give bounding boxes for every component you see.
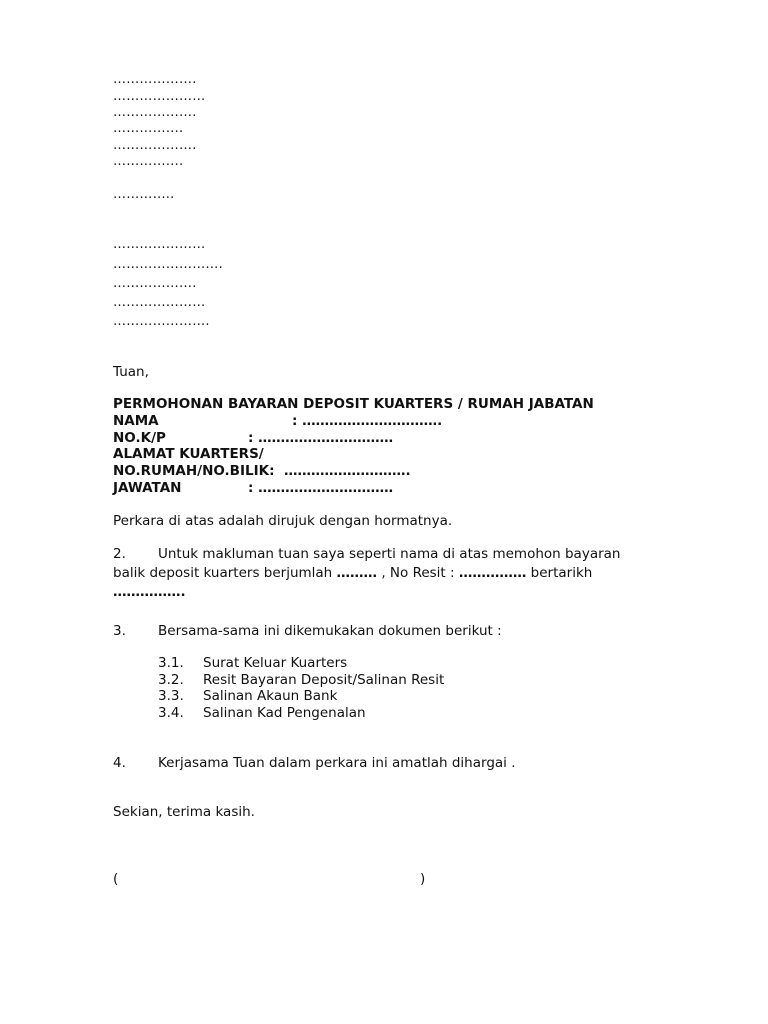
para2-line-2 xyxy=(113,565,592,581)
deposit-amount-field: ……… xyxy=(336,565,378,581)
para4-text: Kerjasama Tuan dalam perkara ini amatlah dihargai . xyxy=(158,755,516,771)
norumah-label: NO.RUMAH/NO.BILIK: xyxy=(113,463,275,479)
para2-line-1: Untuk makluman tuan saya seperti nama di atas memohon bayaran xyxy=(158,546,621,562)
sender-address-line-5: ………………. xyxy=(113,138,197,153)
recipient-address-line-2: ……………………. xyxy=(113,257,223,272)
para2-line2-text-c: bertarikh xyxy=(526,565,593,581)
salutation: Tuan, xyxy=(113,364,149,380)
jawatan-value: : ………………………… xyxy=(248,480,394,496)
recipient-address-line-5: …………………. xyxy=(113,314,210,329)
nama-value: : …………………………. xyxy=(292,413,443,429)
jawatan-label: JAWATAN xyxy=(113,480,182,496)
closing: Sekian, terima kasih. xyxy=(113,804,255,820)
recipient-address-line-4: ………………… xyxy=(113,295,206,310)
sender-address-line-4: ……………. xyxy=(113,121,184,136)
para3-text: Bersama-sama ini dikemukakan dokumen berikut : xyxy=(158,623,502,639)
recipient-address-line-1: ………………… xyxy=(113,237,206,252)
recipient-address-line-3: ………………. xyxy=(113,276,197,291)
nokp-value: : ………………………… xyxy=(248,430,394,446)
list-item-text: Salinan Akaun Bank xyxy=(203,688,338,704)
date-field: ……………. xyxy=(113,584,186,600)
resit-number-field: …………… xyxy=(458,565,527,581)
subject-title: PERMOHONAN BAYARAN DEPOSIT KUARTERS / RUMAH JABATAN xyxy=(113,396,594,412)
para2-line2-text-b: , No Resit : xyxy=(377,565,459,581)
para2-line2-text-a: balik deposit kuarters berjumlah xyxy=(113,565,337,581)
signature-open-paren: ( xyxy=(113,871,119,887)
list-item-number: 3.1. xyxy=(158,655,184,671)
para2-number: 2. xyxy=(113,546,126,562)
para4-number: 4. xyxy=(113,755,126,771)
sender-address-line-3: ………………. xyxy=(113,105,197,120)
list-item-text: Resit Bayaran Deposit/Salinan Resit xyxy=(203,672,445,688)
list-item-text: Surat Keluar Kuarters xyxy=(203,655,348,671)
para3-number: 3. xyxy=(113,623,126,639)
list-item-number: 3.3. xyxy=(158,688,184,704)
list-item-text: Salinan Kad Pengenalan xyxy=(203,705,366,721)
nokp-label: NO.K/P xyxy=(113,430,166,446)
list-item-number: 3.4. xyxy=(158,705,184,721)
sender-address-line-6: ……………. xyxy=(113,154,184,169)
alamat-label: ALAMAT KUARTERS/ xyxy=(113,446,264,462)
signature-close-paren: ) xyxy=(420,871,426,887)
list-item-number: 3.2. xyxy=(158,672,184,688)
norumah-value: ………………………. xyxy=(284,463,411,479)
sender-address-line-1: ………………. xyxy=(113,72,197,87)
nama-label: NAMA xyxy=(113,413,159,429)
intro-paragraph: Perkara di atas adalah dirujuk dengan hormatnya. xyxy=(113,513,453,529)
sender-address-line-2: ………………… xyxy=(113,89,206,104)
date-line: ………….. xyxy=(113,187,175,202)
